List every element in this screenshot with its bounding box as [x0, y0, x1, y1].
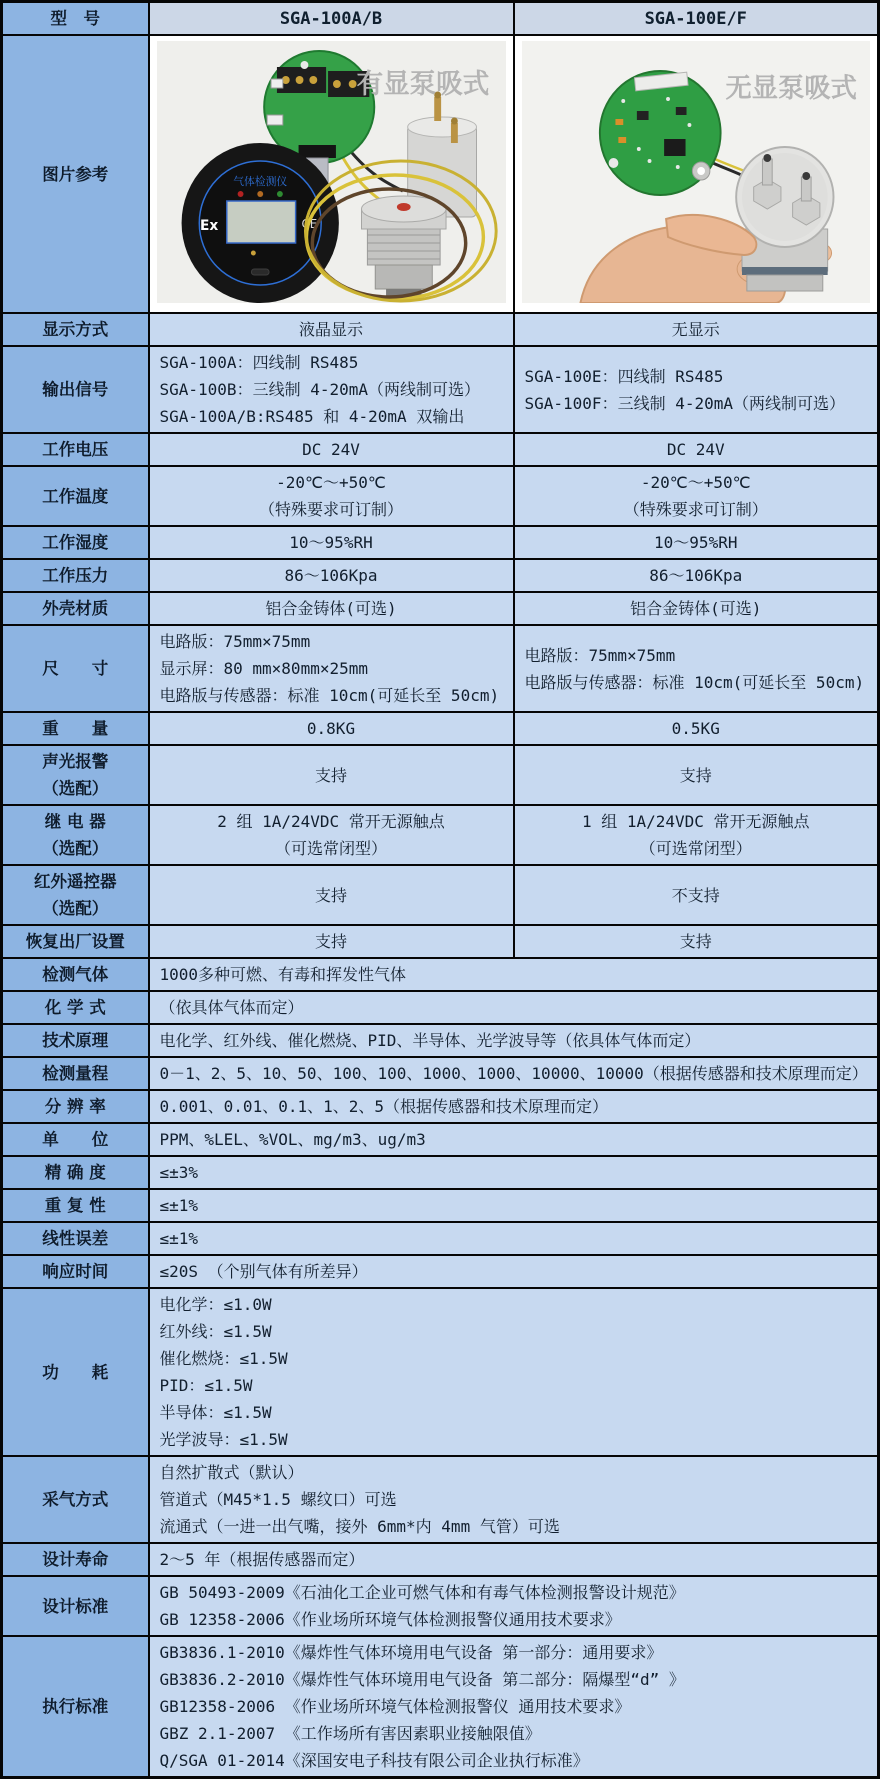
- value-cell: [149, 1189, 879, 1222]
- row-label: [2, 1543, 149, 1576]
- row-label: [2, 805, 149, 865]
- row-label: [2, 1189, 149, 1222]
- row-label-line: 工作湿度: [42, 533, 109, 552]
- gas-detector-gauge: [181, 143, 338, 303]
- row-label-line: 化 学 式: [44, 998, 106, 1017]
- value-line: （依具体气体而定）: [159, 998, 304, 1017]
- row-label: [2, 1090, 149, 1123]
- row-label: [2, 466, 149, 526]
- row-label-line: （选配）: [42, 899, 109, 918]
- row-label-line: 输出信号: [42, 380, 109, 399]
- row-label: [2, 958, 149, 991]
- right-photo-watermark: 无显泵吸式: [725, 72, 857, 105]
- ex-mark-text: Ex: [199, 217, 218, 235]
- row-label: [2, 925, 149, 958]
- value-cell: [149, 526, 514, 559]
- value-line: （特殊要求可订制）: [258, 500, 403, 519]
- gauge-title-text: 气体检测仪: [232, 174, 287, 189]
- row-label: [2, 745, 149, 805]
- value-cell: [149, 805, 514, 865]
- value-line: DC 24V: [666, 440, 725, 459]
- spec-row: [2, 1456, 879, 1543]
- row-label: [2, 313, 149, 346]
- value-cell: [149, 1288, 879, 1456]
- spec-row: [2, 1090, 879, 1123]
- value-line: 86～106Kpa: [284, 566, 378, 585]
- value-line: PPM、%LEL、%VOL、mg/m3、ug/m3: [159, 1130, 426, 1149]
- value-line: 支持: [679, 932, 712, 951]
- value-line: 0.8KG: [306, 719, 356, 738]
- value-cell: [514, 865, 879, 925]
- value-cell: [514, 559, 879, 592]
- value-line: GB 50493-2009《石油化工企业可燃气体和有毒气体检测报警设计规范》: [159, 1583, 685, 1602]
- value-cell: [514, 625, 879, 712]
- value-cell: [514, 526, 879, 559]
- value-line: SGA-100B：三线制 4-20mA（两线制可选）: [159, 380, 480, 399]
- spec-row: [2, 925, 879, 958]
- value-cell: [149, 1636, 879, 1778]
- image-row-label: 图片参考: [2, 35, 149, 313]
- value-line: 86～106Kpa: [649, 566, 743, 585]
- photo-cell-left: [149, 35, 514, 313]
- value-line: 2 组 1A/24VDC 常开无源触点: [217, 812, 445, 831]
- row-label-line: （选配）: [42, 779, 109, 798]
- row-label-line: 单 位: [42, 1130, 109, 1149]
- row-label-line: 设计标准: [42, 1596, 109, 1616]
- value-line: PID：≤1.5W: [159, 1376, 253, 1395]
- header-model-e-f: SGA-100E/F: [514, 2, 879, 36]
- row-label-line: 继 电 器: [44, 812, 106, 831]
- value-cell: [514, 313, 879, 346]
- row-label-line: 检测气体: [42, 965, 109, 984]
- value-line: Q/SGA 01-2014《深国安电子科技有限公司企业执行标准》: [159, 1751, 589, 1770]
- value-cell: [149, 559, 514, 592]
- value-line: GB3836.2-2010《爆炸性气体环境用电气设备 第二部分：隔爆型“d” 》: [159, 1670, 685, 1689]
- spec-row: [2, 958, 879, 991]
- row-label: [2, 1024, 149, 1057]
- row-label-line: 设计寿命: [42, 1550, 109, 1569]
- value-line: GB 12358-2006《作业场所环境气体检测报警仪通用技术要求》: [159, 1610, 621, 1629]
- value-line: GB12358-2006 《作业场所环境气体检测报警仪 通用技术要求》: [159, 1697, 631, 1716]
- spec-row: [2, 433, 879, 466]
- value-cell: [149, 1057, 879, 1090]
- value-cell: [149, 466, 514, 526]
- value-line: 0.001、0.01、0.1、1、2、5（根据传感器和技术原理而定）: [159, 1097, 608, 1116]
- row-label: [2, 1123, 149, 1156]
- value-line: 半导体：≤1.5W: [159, 1403, 272, 1422]
- value-line: 铝合金铸体(可选): [265, 599, 397, 618]
- row-label: [2, 1456, 149, 1543]
- spec-row: [2, 865, 879, 925]
- value-line: GB3836.1-2010《爆炸性气体环境用电气设备 第一部分：通用要求》: [159, 1643, 663, 1662]
- value-cell: [149, 745, 514, 805]
- value-line: 支持: [314, 932, 347, 951]
- value-cell: [149, 346, 514, 433]
- row-label: [2, 712, 149, 745]
- spec-row: [2, 1189, 879, 1222]
- image-row: [2, 35, 879, 313]
- header-model-label: 型 号: [2, 2, 149, 36]
- value-cell: [149, 433, 514, 466]
- spec-row: [2, 1255, 879, 1288]
- spec-row: [2, 991, 879, 1024]
- value-line: DC 24V: [302, 440, 360, 459]
- value-line: 1 组 1A/24VDC 常开无源触点: [581, 812, 810, 831]
- spec-row: [2, 559, 879, 592]
- row-label: [2, 559, 149, 592]
- value-line: 铝合金铸体(可选): [630, 599, 762, 618]
- row-label: [2, 526, 149, 559]
- row-label-line: 检测量程: [42, 1064, 109, 1083]
- header-row: [2, 2, 879, 36]
- row-label-line: 工作压力: [42, 566, 109, 585]
- value-line: SGA-100E：四线制 RS485: [524, 366, 724, 386]
- row-label-line: 工作温度: [42, 486, 109, 506]
- row-label: [2, 433, 149, 466]
- value-line: 催化燃烧：≤1.5W: [159, 1349, 288, 1368]
- product-photo-sga100ef: [522, 41, 871, 303]
- value-line: 不支持: [671, 885, 720, 905]
- value-cell: [149, 991, 879, 1024]
- value-line: 1000多种可燃、有毒和挥发性气体: [159, 965, 407, 984]
- spec-row: [2, 1024, 879, 1057]
- row-label-line: 响应时间: [42, 1262, 109, 1281]
- row-label-line: 显示方式: [42, 320, 109, 339]
- value-cell: [149, 625, 514, 712]
- value-line: 电化学：≤1.0W: [159, 1295, 272, 1314]
- spec-row: [2, 745, 879, 805]
- value-line: ≤20S （个别气体有所差异）: [159, 1262, 368, 1281]
- pcb-board: [599, 71, 720, 195]
- row-label-line: 功 耗: [42, 1362, 109, 1382]
- spec-row: [2, 1123, 879, 1156]
- value-cell: [149, 592, 514, 625]
- spec-row: [2, 1543, 879, 1576]
- spec-row: [2, 1057, 879, 1090]
- row-label-line: 尺 寸: [42, 659, 109, 678]
- value-line: -20℃～+50℃: [276, 473, 386, 492]
- value-line: 流通式（一进一出气嘴，接外 6mm*内 4mm 气管）可选: [159, 1517, 560, 1536]
- row-label-line: 红外遥控器: [34, 872, 117, 891]
- value-cell: [149, 313, 514, 346]
- value-line: 液晶显示: [298, 320, 363, 339]
- row-label: [2, 1288, 149, 1456]
- value-cell: [149, 958, 879, 991]
- value-cell: [514, 466, 879, 526]
- value-cell: [149, 1222, 879, 1255]
- row-label: [2, 1255, 149, 1288]
- spec-row: [2, 1156, 879, 1189]
- value-line: ≤±1%: [159, 1229, 199, 1248]
- value-line: （特殊要求可订制）: [623, 500, 768, 519]
- value-line: ≤±3%: [159, 1163, 199, 1182]
- ce-mark-text: CE: [301, 216, 317, 232]
- spec-row: [2, 805, 879, 865]
- value-line: SGA-100A：四线制 RS485: [159, 353, 359, 372]
- value-line: 自然扩散式（默认）: [159, 1463, 304, 1482]
- value-line: 0－1、2、5、10、50、100、100、1000、1000、10000、10000（根据传感器和技术原理而定）: [159, 1064, 868, 1083]
- row-label-line: 重 量: [42, 719, 109, 738]
- row-label-line: 恢复出厂设置: [25, 932, 125, 951]
- value-line: 10～95%RH: [289, 533, 373, 552]
- spec-row: [2, 526, 879, 559]
- row-label: [2, 592, 149, 625]
- value-cell: [514, 925, 879, 958]
- lcd-screen: [226, 201, 295, 243]
- row-label-line: 执行标准: [42, 1697, 109, 1716]
- row-label: [2, 1057, 149, 1090]
- value-line: SGA-100F：三线制 4-20mA（两线制可选）: [524, 393, 845, 413]
- value-line: 电路版：75mm×75mm: [159, 632, 311, 651]
- spec-row: [2, 466, 879, 526]
- spec-row: [2, 1576, 879, 1636]
- row-label: [2, 1636, 149, 1778]
- spec-row: [2, 1636, 879, 1778]
- row-label: [2, 346, 149, 433]
- value-line: 光学波导：≤1.5W: [159, 1430, 288, 1449]
- value-line: ≤±1%: [159, 1196, 199, 1215]
- spec-row: [2, 712, 879, 745]
- row-label: [2, 865, 149, 925]
- row-label-line: 精 确 度: [44, 1163, 106, 1182]
- spec-row: [2, 313, 879, 346]
- spec-row: [2, 346, 879, 433]
- row-label-line: 声光报警: [42, 752, 109, 771]
- row-label-line: 重 复 性: [44, 1196, 106, 1215]
- value-line: 支持: [679, 765, 712, 785]
- header-model-a-b: SGA-100A/B: [149, 2, 514, 36]
- value-line: 电路版：75mm×75mm: [524, 645, 676, 665]
- value-line: -20℃～+50℃: [640, 473, 751, 492]
- value-cell: [514, 592, 879, 625]
- value-cell: [149, 1255, 879, 1288]
- value-line: 无显示: [671, 320, 720, 339]
- value-cell: [514, 712, 879, 745]
- row-label-line: 线性误差: [42, 1229, 109, 1248]
- value-cell: [149, 865, 514, 925]
- spec-row: [2, 1288, 879, 1456]
- row-label-line: （选配）: [42, 839, 109, 858]
- value-cell: [514, 433, 879, 466]
- value-cell: [149, 1456, 879, 1543]
- value-line: 支持: [314, 885, 347, 905]
- row-label-line: 外壳材质: [42, 599, 109, 618]
- row-label: [2, 1222, 149, 1255]
- product-photo-sga100ab: [157, 41, 506, 303]
- photo-cell-right: [514, 35, 879, 313]
- value-line: （可选常闭型）: [639, 839, 752, 858]
- value-cell: [149, 712, 514, 745]
- value-line: 红外线：≤1.5W: [159, 1322, 272, 1341]
- value-line: 2～5 年（根据传感器而定）: [159, 1550, 365, 1569]
- value-line: 电路版与传感器：标准 10cm(可延长至 50cm): [524, 672, 865, 692]
- value-cell: [149, 1123, 879, 1156]
- value-line: 0.5KG: [671, 719, 720, 738]
- value-cell: [149, 1024, 879, 1057]
- row-label-line: 采气方式: [42, 1490, 109, 1509]
- value-line: 支持: [314, 765, 347, 785]
- value-line: GBZ 2.1-2007 《工作场所有害因素职业接触限值》: [159, 1724, 541, 1743]
- spec-row: [2, 1222, 879, 1255]
- value-line: （可选常闭型）: [274, 839, 387, 858]
- sensor-cylinder: [736, 147, 833, 291]
- spec-row: [2, 592, 879, 625]
- value-line: 管道式（M45*1.5 螺纹口）可选: [159, 1490, 397, 1509]
- value-cell: [149, 925, 514, 958]
- row-label: [2, 625, 149, 712]
- row-label-line: 技术原理: [42, 1031, 109, 1050]
- row-label-line: 分 辨 率: [44, 1097, 106, 1116]
- value-cell: [514, 805, 879, 865]
- row-label-line: 工作电压: [42, 440, 109, 459]
- value-line: 电路版与传感器：标准 10cm(可延长至 50cm): [159, 686, 500, 705]
- row-label: [2, 1576, 149, 1636]
- row-label: [2, 991, 149, 1024]
- value-cell: [514, 745, 879, 805]
- value-line: 10～95%RH: [654, 533, 738, 552]
- value-cell: [149, 1156, 879, 1189]
- value-line: SGA-100A/B:RS485 和 4-20mA 双输出: [159, 407, 465, 426]
- value-cell: [149, 1090, 879, 1123]
- row-label: [2, 1156, 149, 1189]
- value-cell: [149, 1576, 879, 1636]
- left-photo-watermark: 有显泵吸式: [356, 68, 489, 101]
- value-line: 电化学、红外线、催化燃烧、PID、半导体、光学波导等（依具体气体而定）: [159, 1031, 701, 1050]
- value-cell: [149, 1543, 879, 1576]
- spec-row: [2, 625, 879, 712]
- value-line: 显示屏：80 mm×80mm×25mm: [159, 659, 368, 678]
- spec-tbody: [2, 2, 879, 1778]
- value-cell: [514, 346, 879, 433]
